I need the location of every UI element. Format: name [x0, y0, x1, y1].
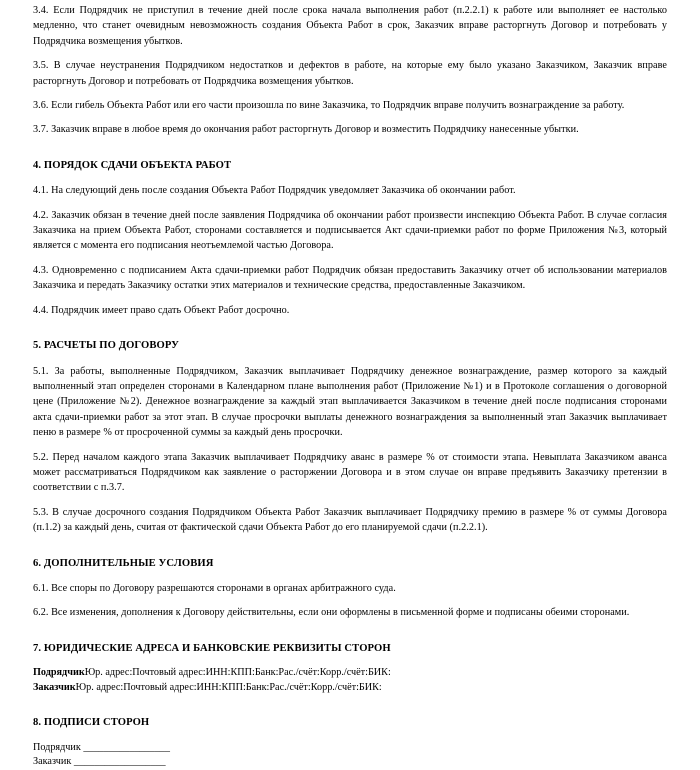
section-8-heading: 8. ПОДПИСИ СТОРОН: [33, 717, 150, 729]
clause-4-1: 4.1. На следующий день после создания Объекта Работ Подрядчик уведомляет Заказчика об окончании работ.: [33, 185, 516, 197]
requisites-details: Юр. адрес:Почтовый адрес:ИНН:КПП:Банк:Рас./счёт:Корр./счёт:БИК:: [84, 667, 391, 679]
requisites-party-label: Подрядчик: [33, 667, 85, 679]
section-5-heading: 5. РАСЧЕТЫ ПО ДОГОВОРУ: [33, 340, 180, 352]
clause-4-2: 4.2. Заказчик обязан в течение дней после заявления Подрядчика об окончании работ произвести инспекцию Объекта Работ. В случае согласия Заказчика на прием Объекта Работ, сторонами составляется и подписывается Акт сдачи-приемки работ по форме Приложения №3, который является с момента его подписания неотъемлемой частью Договора.: [33, 209, 667, 252]
signature-row: [33, 741, 667, 756]
signature-line[interactable]: __________________: [71, 756, 166, 768]
section-7-heading: 7. ЮРИДИЧЕСКИЕ АДРЕСА И БАНКОВСКИЕ РЕКВИЗИТЫ СТОРОН: [33, 642, 391, 654]
requisites-row: [33, 666, 667, 681]
requisites-party-label: Заказчик: [33, 681, 76, 693]
signature-label: Заказчик: [33, 756, 72, 768]
signature-row: [33, 755, 667, 770]
clause-5-3: 5.3. В случае досрочного создания Подрядчиком Объекта Работ Заказчик выплачивает Подрядчику премию в размере % от суммы Договора (п.1.2) за каждый день, считая от фактической сдачи Объекта Работ до его планируемой сдачи (п.2.2.1).: [33, 506, 667, 534]
section-3-continued: [33, 0, 667, 138]
clause-3-5: 3.5. В случае неустранения Подрядчиком недостатков и дефектов в работе, на которые ему было указано Заказчиком, Заказчик вправе расторгнуть Договор и потребовать от Подрядчика возмещения убытков.: [33, 60, 667, 87]
section-6: [33, 556, 667, 621]
section-6-heading: 6. ДОПОЛНИТЕЛЬНЫЕ УСЛОВИЯ: [33, 557, 214, 569]
clause-3-7: 3.7. Заказчик вправе в любое время до окончания работ расторгнуть Договор и возместить Подрядчику нанесенные убытки.: [33, 124, 579, 136]
signature-label: Подрядчик: [33, 741, 81, 753]
section-4-heading: 4. ПОРЯДОК СДАЧИ ОБЪЕКТА РАБОТ: [33, 159, 232, 171]
section-4: [33, 158, 667, 318]
section-7: [33, 641, 667, 696]
requisites-details: Юр. адрес:Почтовый адрес:ИНН:КПП:Банк:Рас./счёт:Корр./счёт:БИК:: [75, 681, 382, 693]
requisites-row: [33, 681, 667, 696]
clause-6-1: 6.1. Все споры по Договору разрешаются сторонами в органах арбитражного суда.: [33, 582, 396, 594]
signature-line[interactable]: _________________: [80, 741, 170, 753]
clause-5-2: 5.2. Перед началом каждого этапа Заказчик выплачивает Подрядчику аванс в размере % от стоимости этапа. Невыплата Заказчиком аванса может рассматриваться Подрядчиком как заявление о расторжении Договора и в этом случае он вправе предъявить Заказчику претензии в соответствии с п.3.7.: [33, 451, 667, 494]
clause-4-3: 4.3. Одновременно с подписанием Акта сдачи-приемки работ Подрядчик обязан предоставить Заказчику отчет об использовании материалов Заказчика и передать Заказчику остатки этих материалов и технические средства, предоставленные Заказчиком.: [33, 264, 667, 292]
section-5: [33, 338, 667, 535]
section-8: [33, 715, 667, 770]
clause-3-4: 3.4. Если Подрядчик не приступил в течение дней после срока начала выполнения работ (п.2.2.1) к работе или выполняет ее настолько медленно, что станет очевидным невозможность создания Объекта Работ в срок, Заказчик вправе расторгнуть Договор и потребовать у Подрядчика возмещения убытков.: [33, 5, 667, 47]
clause-5-1: 5.1. За работы, выполненные Подрядчиком, Заказчик выплачивает Подрядчику денежное вознаграждение, размер которого за каждый выполненный этап определен сторонами в Календарном плане выполнения работ (Приложение №1) и в Протоколе соглашения о договорной цене (Приложение №2). Денежное вознаграждение за каждый этап выплачивается Заказчиком в течение дней после подписания сторонами акта сдачи-приемки работ за этот этап. В случае просрочки выплаты денежного вознаграждения за выполненный этап Заказчик выплачивает пеню в размере % от просроченной суммы за каждый день просрочки.: [33, 365, 667, 439]
clause-6-2: 6.2. Все изменения, дополнения к Договору действительны, если они оформлены в письменной форме и подписаны обеими сторонами.: [33, 607, 630, 619]
clause-3-6: 3.6. Если гибель Объекта Работ или его части произошла по вине Заказчика, то Подрядчик вправе получить вознаграждение за работу.: [33, 100, 625, 112]
clause-4-4: 4.4. Подрядчик имеет право сдать Объект Работ досрочно.: [33, 304, 290, 316]
